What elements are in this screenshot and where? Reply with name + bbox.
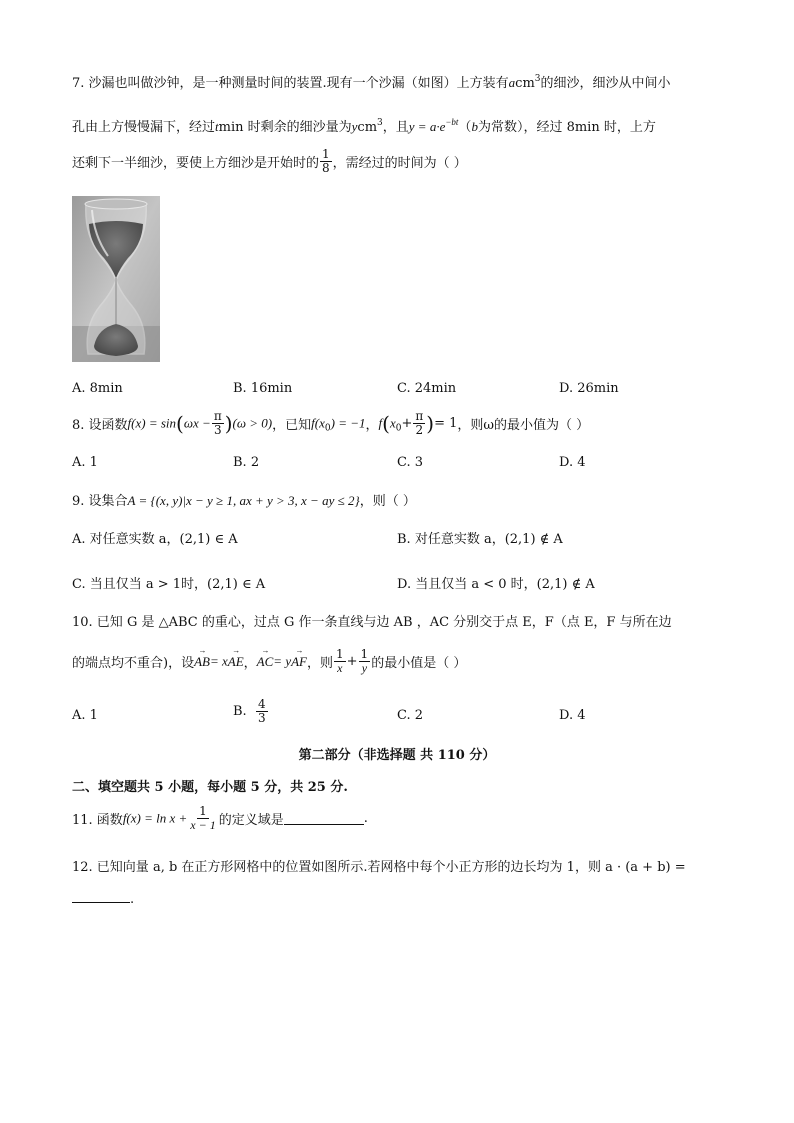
q8-option-b: B. 2 <box>233 455 260 470</box>
q10-line2: 的端点均不重合)，设 → AB= x → AE， → AC= y → AF，则 $\frac{1}{x}$ + $\frac{1}{y}$ 的最小值是（ ） <box>72 645 467 675</box>
q7-line3: 还剩下一半细沙，要使上方细沙是开始时的 $\frac{1}{8}$ ，需经过的时间为（ ） <box>72 147 467 175</box>
q7-option-a: A. 8min <box>72 381 123 396</box>
hourglass-image <box>72 196 160 362</box>
q11-stem: 11. 函数f(x) = ln x + $\frac{1}{x - 1}$ 的定义域是 . <box>72 804 368 832</box>
q8-stem: 8. 设函数f(x) = sin(ωx − $\frac{\pi}{3}$ )(ω > 0)，已知$f(x_0) = -1$，$f(x_0+$ $\frac{\pi}{2}$ )= 1，则ω的最小值为（ ） <box>72 409 590 437</box>
q10-option-b: B. $\frac{4}{3}$ <box>233 697 266 725</box>
q9-option-d: D. 当且仅当 a < 0 时，(2,1) ∉ A <box>397 577 595 592</box>
q9-option-c: C. 当且仅当 a > 1时，(2,1) ∈ A <box>72 577 266 592</box>
q7-option-c: C. 24min <box>397 381 457 396</box>
q7-line2: 孔由上方慢慢漏下，经过tmin 时剩余的细沙量为ycm$^3$，且$y = a\cdot e^{-bt}(b$为常数），经过 8min 时，上方 <box>72 117 656 135</box>
q9-stem: 9. 设集合A = {(x, y)|x − y ≥ 1, ax + y > 3, x − ay ≤ 2}，则（ ） <box>72 493 416 509</box>
part2-heading: 第二部分（非选择题 共 110 分） <box>298 748 496 763</box>
one-eighth-fraction: $\frac{1}{8}$ <box>322 147 330 175</box>
q8-option-a: A. 1 <box>72 455 98 470</box>
fill-in-section-heading: 二、填空题共 5 小题，每小题 5 分，共 25 分. <box>72 780 348 795</box>
q7-option-d: D. 26min <box>559 381 619 396</box>
q7-line1: 7. 沙漏也叫做沙钟，是一种测量时间的装置.现有一个沙漏（如图）上方装有acm$^3$的细沙，细沙从中间小 <box>72 74 671 91</box>
q7-option-b: B. 16min <box>233 381 293 396</box>
q9-option-a: A. 对任意实数 a，(2,1) ∈ A <box>72 532 238 547</box>
q12-line2: . <box>72 892 134 907</box>
answer-blank[interactable] <box>284 812 364 825</box>
answer-blank[interactable] <box>72 892 130 903</box>
q10-line1: 10. 已知 G 是 △ABC 的重心，过点 G 作一条直线与边 AB ，AC 分别交于点 E，F（点 E，F 与所在边 <box>72 615 672 630</box>
q10-option-a: A. 1 <box>72 708 98 723</box>
q9-option-b: B. 对任意实数 a，(2,1) ∉ A <box>397 532 563 547</box>
q8-option-c: C. 3 <box>397 455 424 470</box>
q10-option-d: D. 4 <box>559 708 586 723</box>
q12-line1: 12. 已知向量 a, b 在正方形网格中的位置如图所示.若网格中每个小正方形的边长均为 1，则 a · (a + b) = <box>72 860 686 875</box>
q10-option-c: C. 2 <box>397 708 424 723</box>
q8-option-d: D. 4 <box>559 455 586 470</box>
